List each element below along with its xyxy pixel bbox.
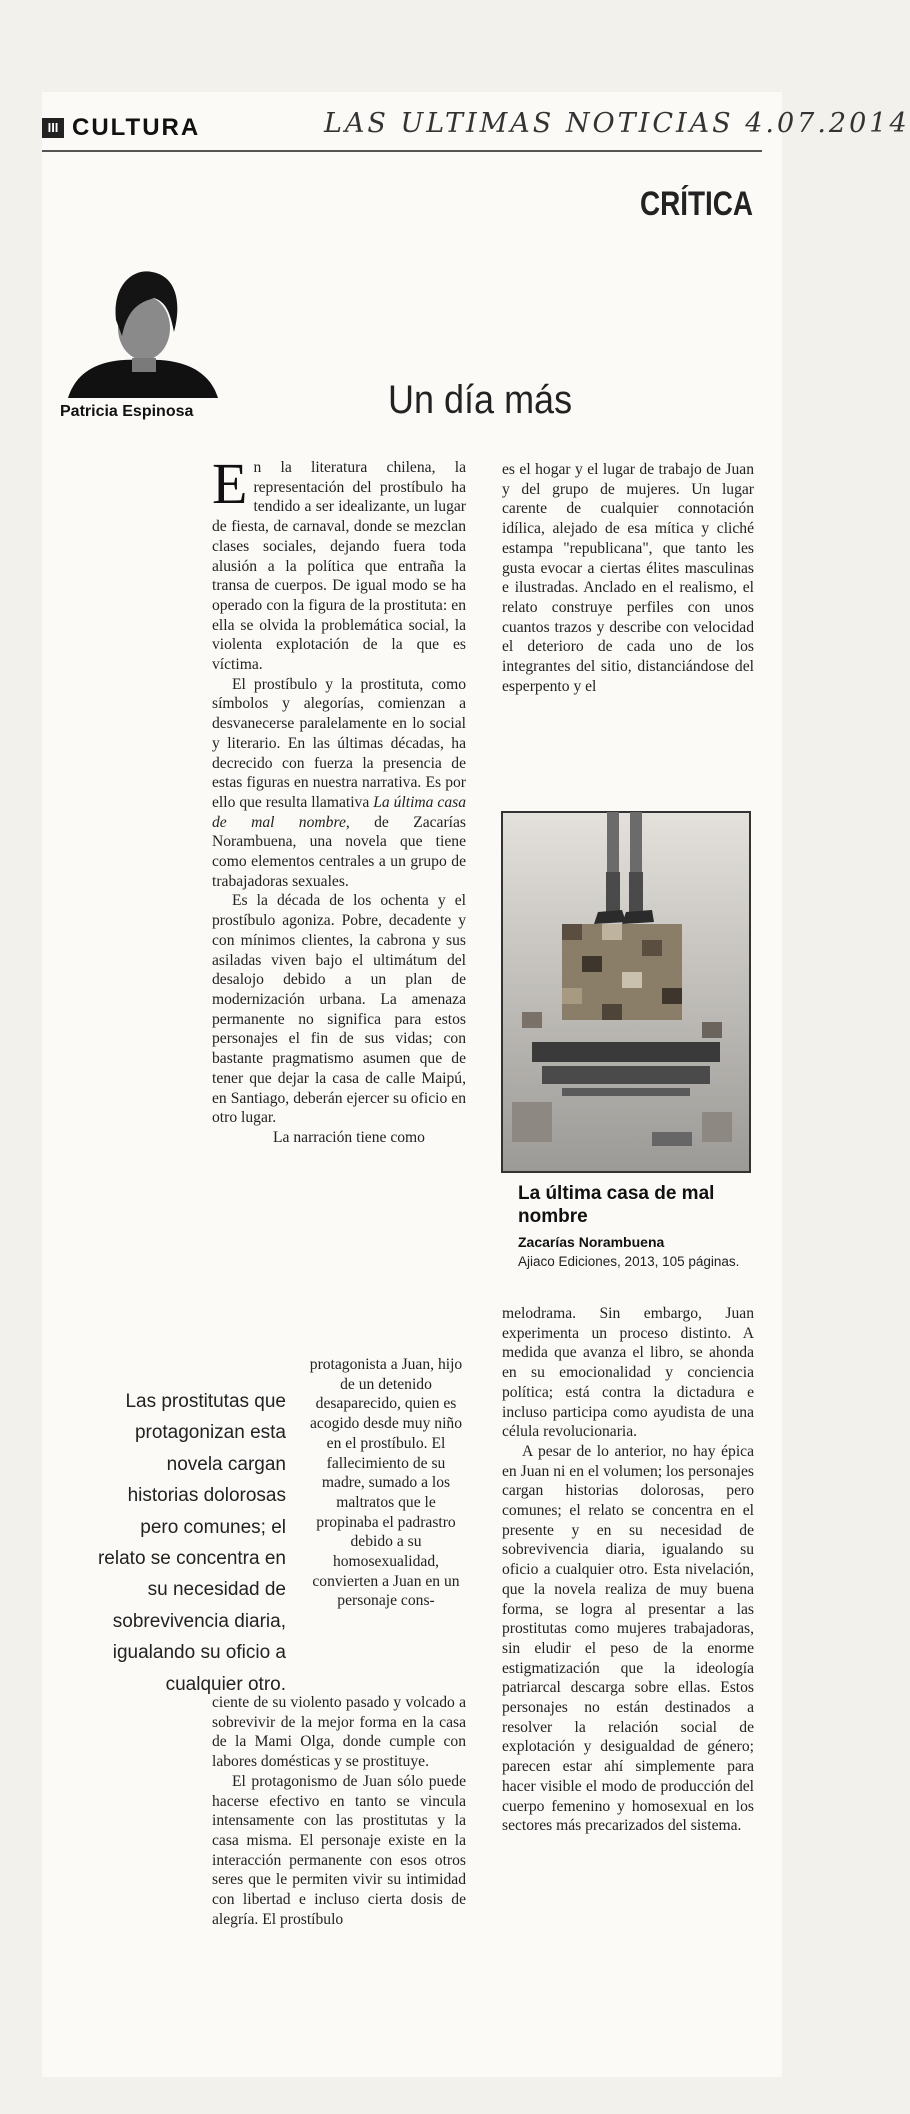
book-title-inline: La última casa de mal nombre xyxy=(212,793,466,831)
headline: Un día más xyxy=(388,378,573,422)
paragraph-4-middle: protagonista a Juan, hijo de un detenido desaparecido, quien es acogido desde muy niño en el prostíbulo. El fallecimiento de su madre, sumado a los maltratos que le propinaba el padrastro debido a su homosexualidad, convierten a Juan en un personaje cons- xyxy=(309,1356,463,1610)
paragraph-8: A pesar de lo anterior, no hay épica en Juan ni en el volumen; los personajes cargan historias dolorosas, pero comunes; el relato se concentra en el presente y en su necesidad de sobrevivencia diaria, igualando su oficio a cualquier otro. Esta nivelación, que la novela realiza de muy buena forma, se logra al presentar a las prostitutas como mujeres trabajadoras, sin eludir el peso de la enorme estigmatización que la ideología patriarcal descarga sobre ellas. Estos personajes no están destinados a resolver la relación social de explotación y desigualdad de género; parecen estar ahí simplemente para hacer visible el modo de producción del cuerpo femenino y homosexual en los sectores más precarizados del sistema. xyxy=(502,1442,754,1835)
section-header xyxy=(42,108,910,148)
paragraph-4-end: ciente de su violento pasado y volcado a sobrevivir de la mejor forma en la casa de la Mami Olga, donde cumple con labores domésticas y se prostituye. xyxy=(212,1694,466,1771)
kicker-label: CRÍTICA xyxy=(640,185,754,223)
header-divider xyxy=(42,150,762,152)
author-portrait-icon xyxy=(58,262,226,398)
handwritten-source-note: LAS ULTIMAS NOTICIAS 4.07.2014 xyxy=(324,108,910,139)
book-cover-icon xyxy=(502,812,750,1172)
article-column-1-narrow xyxy=(306,1355,466,1611)
book-publisher-info: Ajiaco Ediciones, 2013, 105 páginas. xyxy=(518,1254,740,1269)
paragraph-6: es el hogar y el lugar de trabajo de Juan y del grupo de mujeres. Un lugar carente de cualquier connotación idílica, alejado de esa mítica y cliché estampa "republicana", que tanto les gusta evocar a ciertas élites masculinas e ilustradas. Anclado en el realismo, el relato construye perfiles con unos cuantos trazos y describe con velocidad el deterioro de cada uno de los integrantes del sitio, distanciándose del esperpento y el xyxy=(502,461,754,695)
pull-quote: Las prostitutas que protagonizan esta novela cargan historias dolorosas pero comunes; el relato se concentra en su necesidad de sobrevivencia diaria, igualando su oficio a cualquier otro. xyxy=(97,1391,286,1695)
article-column-2-bottom xyxy=(502,1304,754,1836)
article-column-1-bottom xyxy=(212,1693,466,1929)
paragraph-4-start: La narración tiene como xyxy=(273,1128,425,1146)
section-number-icon: III xyxy=(42,118,64,138)
paragraph-2: El prostíbulo y la prostituta, como símbolos y alegorías, comienzan a desvanecerse paralelamente en lo social y literario. En las últimas décadas, ha decrecido con fuerza la presencia de estas figuras en nuestra narrativa. Es por ello que resulta llamativa La última casa de mal nombre, de Zacarías Norambuena, una novela que tiene como elementos centrales a un grupo de trabajadoras sexuales. xyxy=(212,675,466,890)
book-author: Zacarías Norambuena xyxy=(518,1234,665,1250)
drop-cap: E xyxy=(212,451,248,516)
book-title: La última casa de mal nombre xyxy=(518,1183,715,1227)
paragraph-1: En la literatura chilena, la representación del prostíbulo ha tendido a ser idealizante, un lugar de fiesta, de carnaval, donde se mezclan clases sociales, dejando fuera toda alusión a la política que entraña la transa de cuerpos. De igual modo se ha operado con la figura de la prostituta: en ella se olvida la problemática social, la violenta explotación de la que es víctima. xyxy=(212,451,466,674)
author-name: Patricia Espinosa xyxy=(60,403,194,420)
paragraph-7: melodrama. Sin embargo, Juan experimenta un proceso distinto. A medida que avanza el libro, se ahonda en su emocionalidad y conciencia política; está contra la dictadura e incluso participa como ayudista de una célula revolucionaria. xyxy=(502,1305,754,1441)
paragraph-5: El protagonismo de Juan sólo puede hacerse efectivo en tanto se vincula intensamente con las prostitutas y la casa misma. El personaje existe en la interacción permanente con esos otros seres que le permiten vivir su intimidad con libertad e incluso cierta dosis de alegría. El prostíbulo xyxy=(212,1772,466,1928)
article-column-2 xyxy=(502,460,754,696)
article-column-1 xyxy=(212,451,466,1148)
section-title: CULTURA xyxy=(72,114,201,141)
paragraph-3: Es la década de los ochenta y el prostíbulo agoniza. Pobre, decadente y con mínimos clientes, la cabrona y sus asiladas viven bajo el ultimátum del desalojo debido a un plan de modernización urbana. La amenaza permanente no significa para estos personajes el fin de sus vidas; con bastante pragmatismo asumen que de tener que dejar la casa de calle Maipú, en Santiago, deberán ejercer su oficio en otro lugar. xyxy=(212,892,466,1127)
